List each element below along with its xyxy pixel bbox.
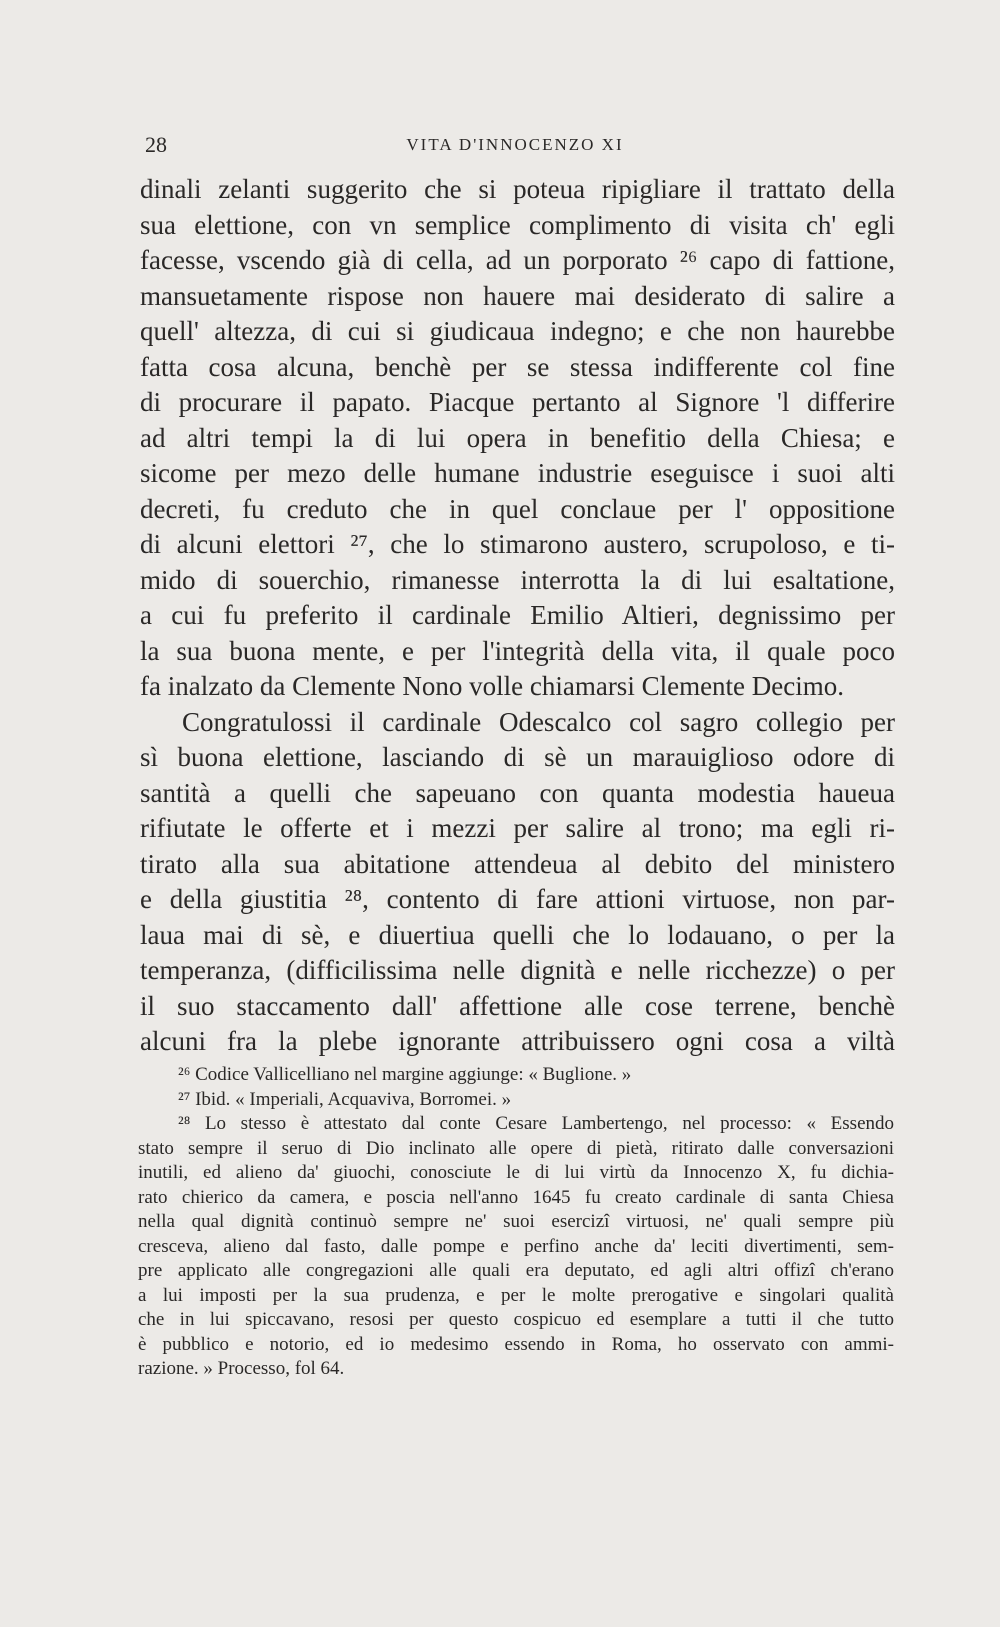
page-header — [140, 132, 890, 168]
footnote-line: pre applicato alle congregazioni alle quali era deputato, ed agli altri offizî ch'erano — [138, 1260, 894, 1281]
footnote-26: ²⁶ Codice Vallicelliano nel margine aggiunge: « Buglione. » — [178, 1064, 632, 1085]
text-line: e della giustitia ²⁸, contento di fare attioni virtuose, non par- — [140, 884, 895, 914]
text-line: sua elettione, con vn semplice complimento di visita ch' egli — [140, 209, 895, 240]
footnote-line: razione. » Processo, fol 64. — [138, 1358, 345, 1379]
text-line: alcuni fra la plebe ignorante attribuissero ogni cosa a viltà — [140, 1026, 895, 1056]
text-line: la sua buona mente, e per l'integrità della vita, il quale poco — [140, 635, 895, 666]
text-line: quell' altezza, di cui si giudicaua indegno; e che non haurebbe — [140, 316, 895, 346]
footnote-line: è pubblico e notorio, ed io medesimo essendo in Roma, ho osservato con ammi- — [138, 1333, 894, 1355]
text-line: di alcuni elettori ²⁷, che lo stimarono austero, scrupoloso, e ti- — [140, 529, 895, 559]
footnote-28: ²⁸ Lo stesso è attestato dal conte Cesare Lambertengo, nel processo: « Essendo — [178, 1113, 894, 1134]
text-line: dinali zelanti suggerito che si poteua ripigliare il trattato della — [140, 174, 895, 204]
text-line: temperanza, (difficilissima nelle dignità e nelle ricchezze) o per — [140, 955, 895, 985]
footnote-line: rato chierico da camera, e poscia nell'anno 1645 fu creato cardinale di santa Chiesa — [138, 1186, 894, 1208]
text-line: a cui fu preferito il cardinale Emilio Altieri, degnissimo per — [140, 600, 895, 630]
footnote-line: inutili, ed alieno da' giuochi, conosciute le di lui virtù da Innocenzo X, fu dichia- — [138, 1162, 894, 1183]
text-line: rifiutate le offerte et i mezzi per salire al trono; ma egli ri- — [140, 813, 895, 843]
text-line: sì buona elettione, lasciando di sè un marauiglioso odore di — [140, 742, 895, 772]
page-number: 28 — [145, 132, 167, 157]
text-line: laua mai di sè, e diuertiua quelli che lo lodauano, o per la — [140, 919, 895, 950]
text-line: fatta cosa alcuna, benchè per se stessa indifferente col fine — [140, 351, 895, 382]
footnote-line: a lui imposti per la sua prudenza, e per le molte prerogative e singolari qualità — [138, 1284, 894, 1306]
text-line: Congratulossi il cardinale Odescalco col sagro collegio per — [182, 706, 895, 737]
footnote-27: ²⁷ Ibid. « Imperiali, Acquaviva, Borromei. » — [178, 1088, 512, 1110]
footnotes — [138, 1063, 894, 1382]
text-line: mansuetamente rispose non hauere mai desiderato di salire a — [140, 280, 895, 311]
text-line: tirato alla sua abitatione attendeua al debito del ministero — [140, 848, 895, 879]
text-line: fa inalzato da Clemente Nono volle chiamarsi Clemente Decimo. — [140, 671, 845, 701]
text-line: di procurare il papato. Piacque pertanto al Signore 'l differire — [140, 387, 895, 417]
footnote-line: cresceva, alieno dal fasto, dalle pompe e perfino anche da' leciti divertimenti, sem- — [138, 1235, 894, 1257]
footnote-line: che in lui spiccavano, resosi per questo cospicuo ed esemplare a tutti il che tutto — [138, 1309, 894, 1330]
text-line: il suo staccamento dall' affettione alle cose terrene, benchè — [140, 990, 895, 1021]
text-line: facesse, vscendo già di cella, ad un porporato ²⁶ capo di fattione, — [140, 245, 895, 275]
running-head: VITA D'INNOCENZO XI — [406, 135, 624, 154]
text-line: santità a quelli che sapeuano con quanta modestia haueua — [140, 777, 895, 808]
text-line: mido di souerchio, rimanesse interrotta la di lui esaltatione, — [140, 564, 895, 595]
text-line: ad altri tempi la di lui opera in benefitio della Chiesa; e — [140, 422, 895, 453]
body-text — [140, 172, 895, 1060]
text-line: sicome per mezo delle humane industrie eseguisce i suoi alti — [140, 458, 895, 488]
footnote-line: nella qual dignità continuò sempre ne' suoi esercizî virtuosi, ne' quali sempre più — [138, 1211, 894, 1232]
text-line: decreti, fu creduto che in quel conclaue per l' oppositione — [140, 493, 895, 524]
footnote-line: stato sempre il seruo di Dio inclinato alle opere di pietà, ritirato dalle conversazioni — [138, 1137, 894, 1159]
